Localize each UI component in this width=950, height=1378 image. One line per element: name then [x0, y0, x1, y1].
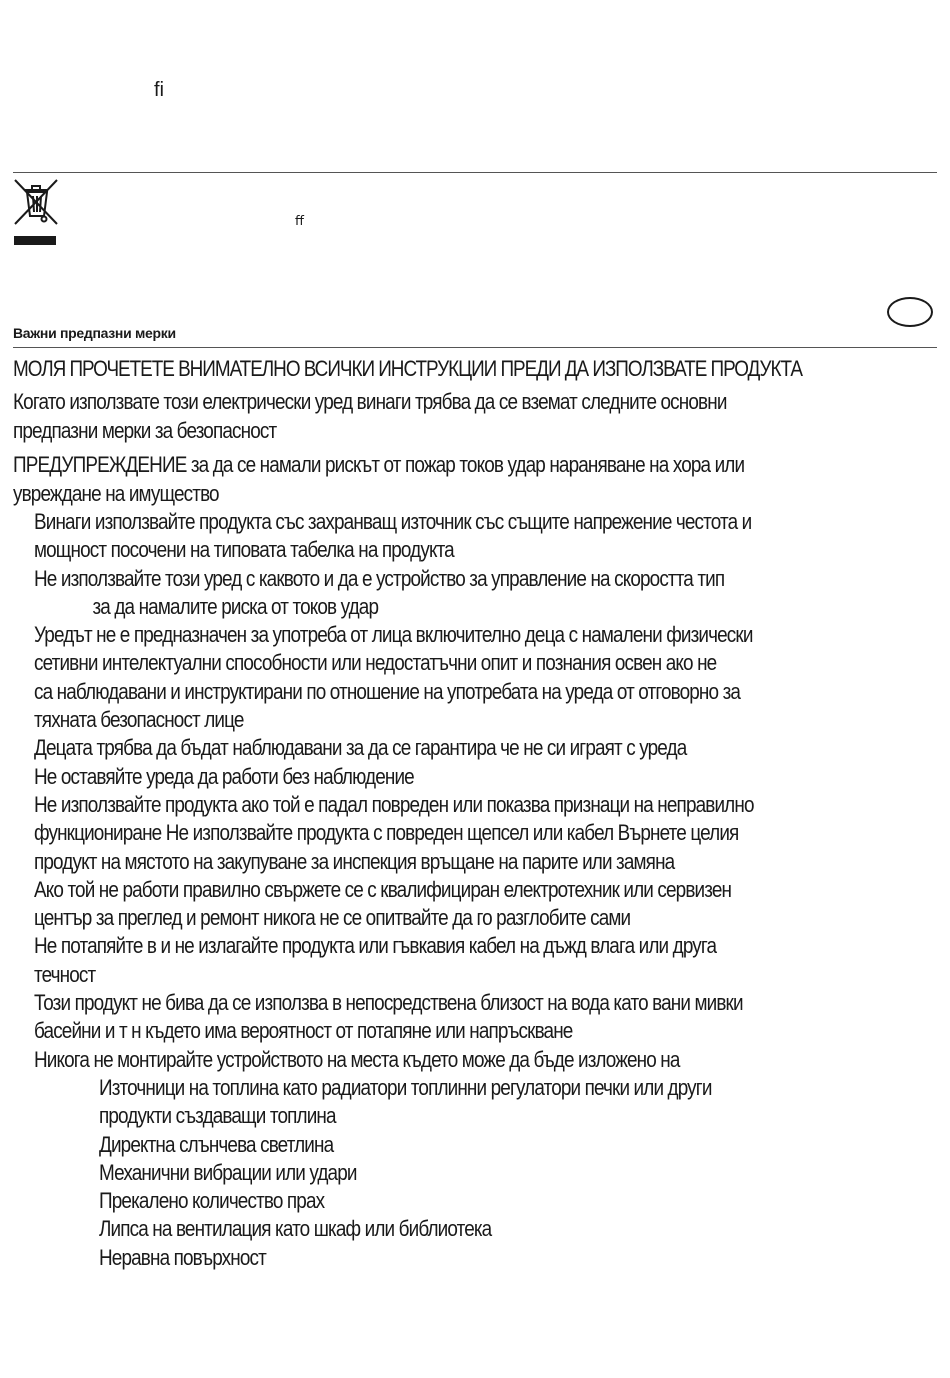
list-item-line: Децата трябва да бъдат наблюдавани за да се гарантира че не си играят с уреда [34, 735, 687, 761]
sublist-item-line: продукти създаващи топлина [99, 1103, 336, 1129]
precautions-list [13, 508, 938, 1272]
list-item [13, 1046, 938, 1074]
warning-paragraph [13, 451, 938, 508]
list-item-line: Не използвайте този уред с каквото и да е устройство за управление на скоростта тип [34, 565, 725, 591]
safety-instructions [13, 354, 938, 1272]
list-item-line: функциониране Не използвайте продукта с повреден щепсел или кабел Върнете целия [34, 820, 739, 846]
list-item-line: Този продукт не бива да се използва в непосредствена близост на вода като вани мивки [34, 990, 743, 1016]
list-item-line: център за преглед и ремонт никога не се опитвайте да го разглобите сами [34, 905, 631, 931]
sublist-item [13, 1215, 938, 1243]
sublist-item [13, 1131, 938, 1159]
list-item-line: басейни и т н където има вероятност от потапяне или напръскване [34, 1018, 573, 1044]
sublist-item [13, 1159, 938, 1187]
small-glyph: ﬀ [295, 213, 304, 228]
list-item [13, 763, 938, 791]
sublist-item-line: Директна слънчева светлина [99, 1131, 334, 1157]
list-item-line: Не оставяйте уреда да работи без наблюдение [34, 763, 414, 789]
sublist-item-line: Прекалено количество прах [99, 1188, 325, 1214]
sublist-item [13, 1187, 938, 1215]
page-glyph: ﬁ [154, 79, 164, 101]
weee-bin-icon [13, 178, 59, 248]
list-item [13, 791, 938, 876]
intro-line: Когато използвате този електрически уред винаги трябва да се вземат следните основни [13, 389, 727, 414]
list-item [13, 932, 938, 989]
sublist-item-line: Източници на топлина като радиатори топлинни регулатори печки или други [99, 1074, 712, 1100]
section-divider [13, 347, 937, 348]
list-item-line: Винаги използвайте продукта със захранващ източник със същите напрежение честота и [34, 509, 752, 534]
list-item-line: за да намалите риска от токов удар [92, 593, 379, 619]
list-item [13, 621, 938, 734]
warning-line: увреждане на имущество [13, 480, 219, 506]
sublist-item-line: Неравна повърхност [99, 1244, 266, 1270]
section-title: Важни предпазни мерки [13, 325, 176, 341]
list-item [13, 734, 938, 762]
warning-line: ПРЕДУПРЕЖДЕНИЕ за да се намали рискът от пожар токов удар нараняване на хора или [13, 452, 745, 477]
list-item-line: сетивни интелектуални способности или недостатъчни опит и познания освен ако не [34, 650, 717, 676]
sublist-item [13, 1244, 938, 1272]
language-marker-oval [887, 297, 933, 327]
list-item [13, 508, 938, 565]
header-divider [13, 172, 937, 173]
instructions-heading: МОЛЯ ПРОЧЕТЕТЕ ВНИМАТЕЛНО ВСИЧКИ ИНСТРУКЦИИ ПРЕДИ ДА ИЗПОЛЗВАТЕ ПРОДУКТА [13, 356, 802, 381]
list-item [13, 876, 938, 933]
list-item-line: Не потапяйте в и не излагайте продукта или гъвкавия кабел на дъжд влага или друга [34, 933, 717, 959]
list-item-line: Ако той не работи правилно свържете се с квалифициран електротехник или сервизен [34, 876, 732, 902]
list-item-line: течност [34, 961, 96, 987]
list-item-line: Никога не монтирайте устройството на места където може да бъде изложено на [34, 1046, 680, 1072]
intro-paragraph [13, 388, 938, 445]
sublist-item-line: Механични вибрации или удари [99, 1159, 357, 1185]
list-item-line: продукт на мястото на закупуване за инспекция връщане на парите или замяна [34, 848, 675, 874]
list-item-line: Уредът не е предназначен за употреба от лица включително деца с намалени физически [34, 622, 753, 648]
list-item [13, 565, 938, 622]
intro-line: предпазни мерки за безопасност [13, 417, 277, 443]
list-item [13, 989, 938, 1046]
list-item-line: мощност посочени на типовата табелка на продукта [34, 537, 454, 563]
sublist-item-line: Липса на вентилация като шкаф или библиотека [99, 1216, 492, 1242]
list-item-line: Не използвайте продукта ако той е падал повреден или показва признаци на неправилно [34, 791, 754, 817]
sublist-item [13, 1074, 938, 1131]
list-item-line: са наблюдавани и инструктирани по отношение на употребата на уреда от отговорно за [34, 678, 741, 704]
list-item-line: тяхната безопасност лице [34, 707, 244, 733]
